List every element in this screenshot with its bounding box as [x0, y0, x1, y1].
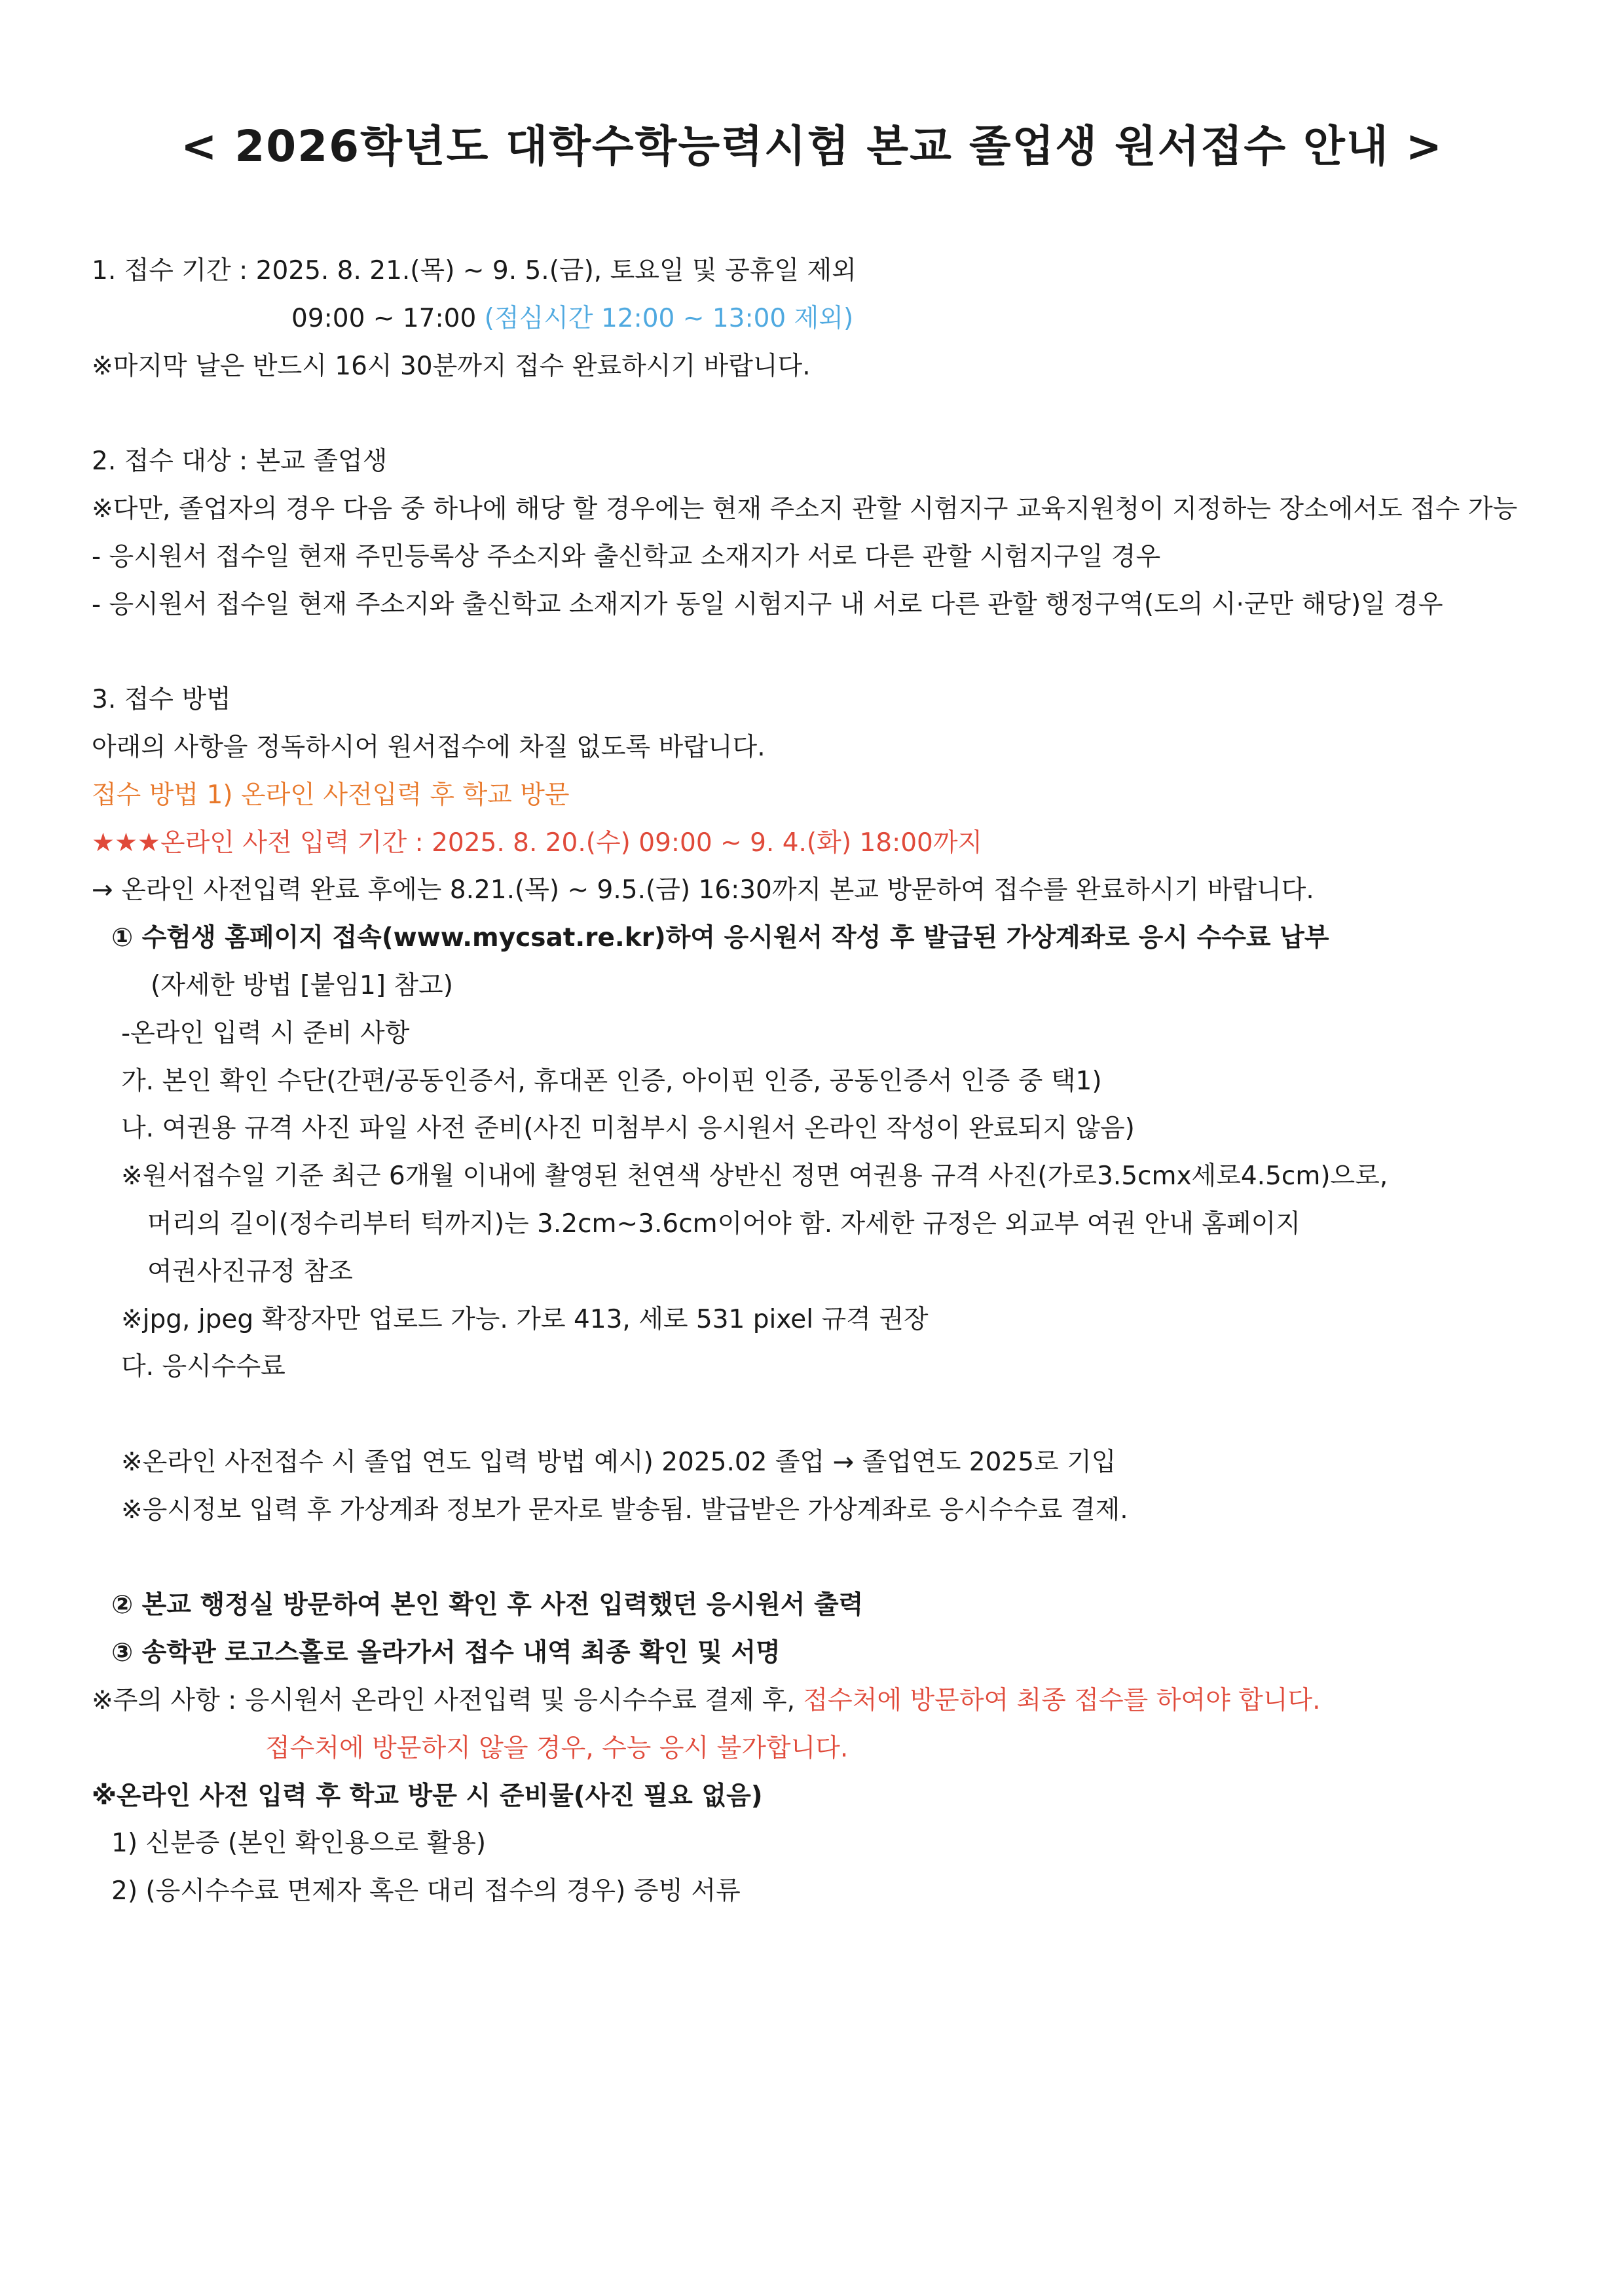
prep-heading: -온라인 입력 시 준비 사항 — [121, 1018, 410, 1048]
section1-time: 09:00 ~ 17:00 — [291, 303, 477, 333]
prep-da: 다. 응시수수료 — [121, 1352, 286, 1382]
step1: ① 수험생 홈페이지 접속(www.mycsat.re.kr)하여 응시원서 작성 후 발급된 가상계좌로 응시 수수료 납부 — [111, 923, 1329, 953]
photo-note-1: ※원서접수일 기준 최근 6개월 이내에 촬영된 천연색 상반신 정면 여권용 규격 사진(가로3.5cmx세로4.5cm)으로, — [121, 1161, 1388, 1192]
notice-content — [92, 247, 1559, 1916]
account-note: ※응시정보 입력 후 가상계좌 정보가 문자로 발송됨. 발급받은 가상계좌로 응시수수료 결제. — [121, 1495, 1128, 1525]
section3-heading: 3. 접수 방법 — [92, 685, 231, 715]
section1-period: 1. 접수 기간 : 2025. 8. 21.(목) ~ 9. 5.(금), 토요일 및 공휴일 제외 — [92, 256, 857, 285]
visit-item-2: 2) (응시수수료 면제자 혹은 대리 접수의 경우) 증빙 서류 — [111, 1876, 741, 1906]
prep-ga: 가. 본인 확인 수단(간편/공동인증서, 휴대폰 인증, 아이핀 인증, 공동인증서 인증 중 택1) — [121, 1066, 1102, 1096]
visit-prep-heading: ※온라인 사전 입력 후 학교 방문 시 준비물(사진 필요 없음) — [92, 1781, 763, 1811]
online-period: ★★★온라인 사전 입력 기간 : 2025. 8. 20.(수) 09:00 ~ 9. 4.(화) 18:00까지 — [92, 828, 983, 858]
section2-note: ※다만, 졸업자의 경우 다음 중 하나에 해당 할 경우에는 현재 주소지 관할 시험지구 교육지원청이 지정하는 장소에서도 접수 가능 — [92, 494, 1518, 524]
caution-label: ※주의 사항 : 응시원서 온라인 사전입력 및 응시수수료 결제 후, — [92, 1685, 803, 1715]
page-title: < 2026학년도 대학수학능력시험 본교 졸업생 원서접수 안내 > — [181, 121, 1443, 172]
step3: ③ 송학관 로고스홀로 올라가서 접수 내역 최종 확인 및 서명 — [111, 1638, 781, 1668]
section1-note: ※마지막 날은 반드시 16시 30분까지 접수 완료하시기 바랍니다. — [92, 351, 811, 381]
section3-intro: 아래의 사항을 정독하시어 원서접수에 차질 없도록 바랍니다. — [92, 732, 766, 762]
prep-na: 나. 여권용 규격 사진 파일 사전 준비(사진 미첨부시 응시원서 온라인 작성이 완료되지 않음) — [121, 1114, 1135, 1144]
section1-lunch: (점심시간 12:00 ~ 13:00 제외) — [484, 303, 854, 333]
grad-year-note: ※온라인 사전접수 시 졸업 연도 입력 방법 예시) 2025.02 졸업 → 졸업연도 2025로 기입 — [121, 1447, 1116, 1477]
spacer — [92, 1535, 1559, 1582]
after-online-note: → 온라인 사전입력 완료 후에는 8.21.(목) ~ 9.5.(금) 16:30까지 본교 방문하여 접수를 완료하시기 바랍니다. — [92, 875, 1314, 905]
section2-case1: - 응시원서 접수일 현재 주민등록상 주소지와 출신학교 소재지가 서로 다른 관할 시험지구일 경우 — [92, 541, 1161, 572]
visit-item-1: 1) 신분증 (본인 확인용으로 활용) — [111, 1829, 487, 1859]
caution-emphasis: 접수처에 방문하여 최종 접수를 하여야 합니다. — [803, 1685, 1321, 1715]
spacer — [92, 1391, 1559, 1439]
step2: ② 본교 행정실 방문하여 본인 확인 후 사전 입력했던 응시원서 출력 — [111, 1590, 864, 1620]
spacer — [92, 390, 1559, 438]
photo-note-2: 머리의 길이(정수리부터 턱까지)는 3.2cm~3.6cm이어야 함. 자세한 규정은 외교부 여권 안내 홈페이지 — [147, 1209, 1301, 1239]
section2-target: 2. 접수 대상 : 본교 졸업생 — [92, 446, 388, 477]
method1-heading: 접수 방법 1) 온라인 사전입력 후 학교 방문 — [92, 780, 570, 810]
photo-note-3: 여권사진규정 참조 — [147, 1256, 353, 1286]
section1-hours — [92, 295, 1559, 343]
section2-case2: - 응시원서 접수일 현재 주소지와 출신학교 소재지가 동일 시험지구 내 서로 다른 관할 행정구역(도의 시·군만 해당)일 경우 — [92, 589, 1443, 619]
step1-ref: (자세한 방법 [붙임1] 참고) — [151, 970, 453, 1000]
file-note: ※jpg, jpeg 확장자만 업로드 가능. 가로 413, 세로 531 pixel 규격 권장 — [121, 1304, 929, 1334]
caution-emphasis-2: 접수처에 방문하지 않을 경우, 수능 응시 불가합니다. — [265, 1733, 849, 1763]
spacer — [92, 629, 1559, 676]
caution-line — [92, 1677, 1559, 1725]
